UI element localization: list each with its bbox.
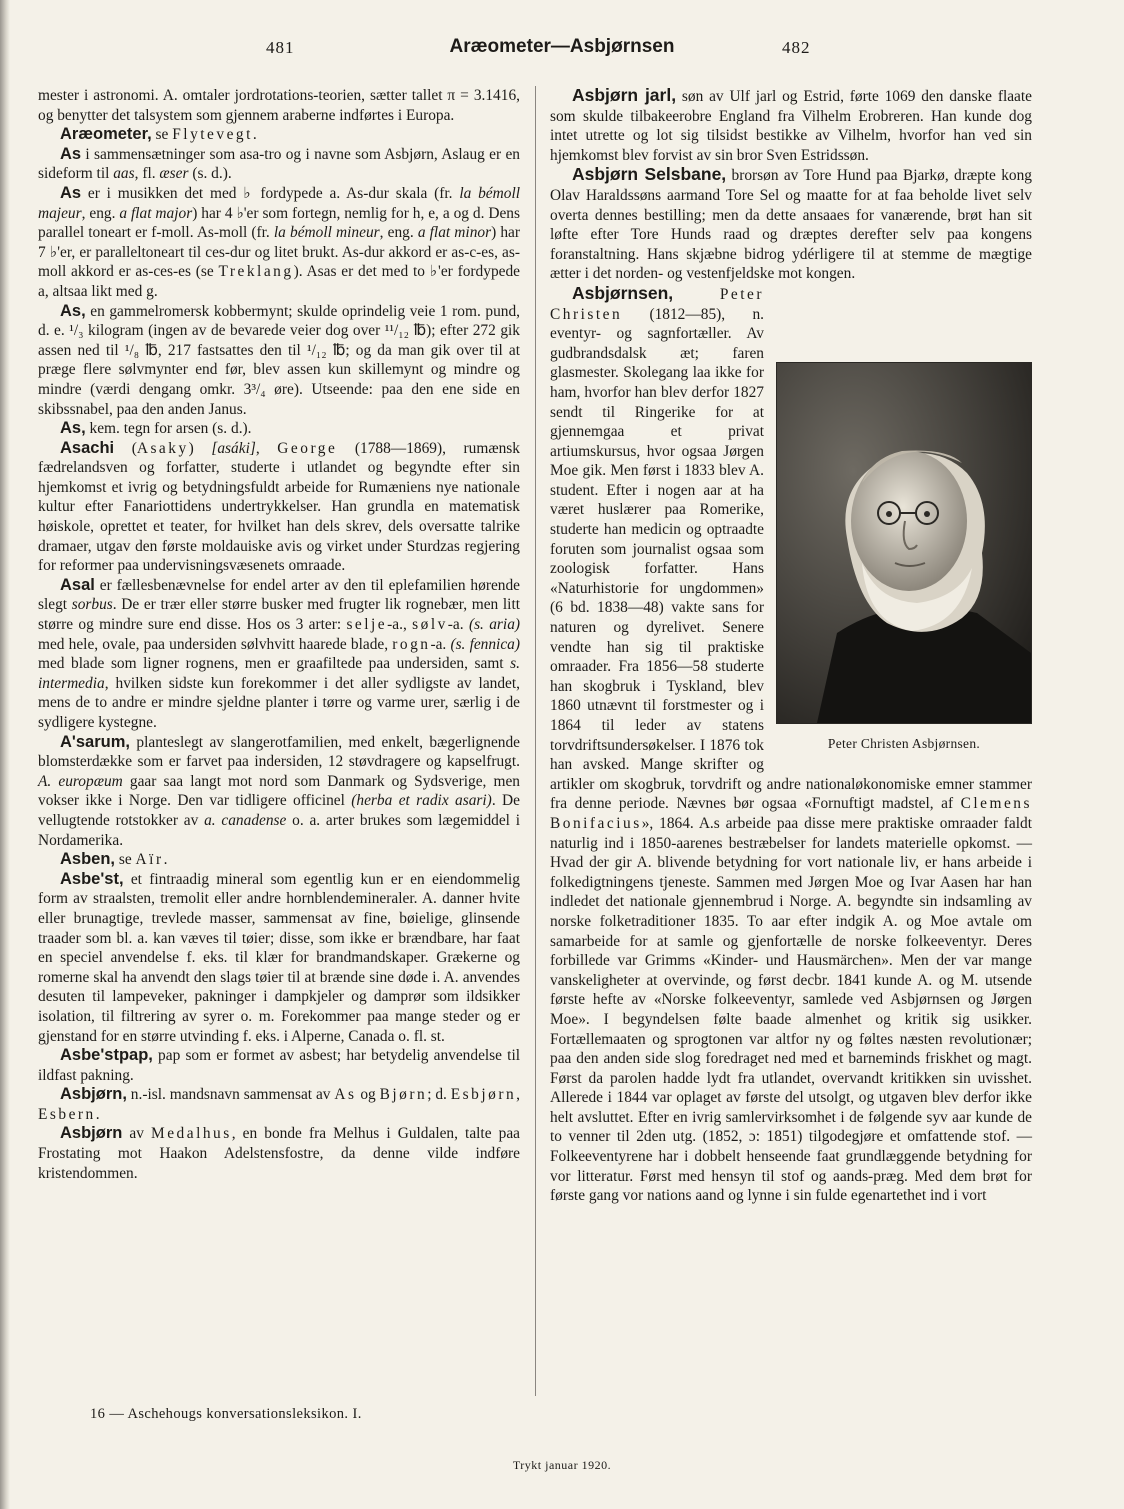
headword: Asbjørn, (60, 1085, 127, 1104)
headword: Asben, (60, 850, 116, 869)
entry-asal: Asal er fællesbenævnelse for endel arter av den til eplefamilien hørende slegt sorbus. De er trær eller større busker med frugter lik rognebær, men litt større og mindre sure end disse. Hos os 3 arter: selje-a., sølv-a. (s. aria) med hele, ovale, paa undersiden sølvhvitt haarede blade, rogn-a. (s. fennica) med blade som ligner rognens, men er graafiltede paa undersiden, samt s. intermedia, hvilken sidste kun forekommer i det aller sydligste av landet, mens de to andre er mindre sjeldne planter i tørre og varme urer, særlig i de sydligere kystegne. (38, 575, 521, 731)
right-column (550, 86, 1032, 1206)
portrait-caption: Peter Christen Asbjørnsen. (827, 735, 981, 751)
headword: As (60, 144, 82, 163)
portrait-photo (776, 362, 1032, 724)
entry-as-music: As er i musikken det med ♭ fordypede a. As-dur skala (fr. la bémoll majeur, eng. a flat major) har 4 ♭'er som fortegn, nemlig for h, e, a og d. Dens parallel toneart er f-moll. As-moll (fr. la bémoll mineur, eng. a flat minor) har 7 ♭'er, er paralleltoneart til ces-dur og litet brukt. As-dur akkord er as-c-es, as-moll akkord er as-ces-es (se Treklang). Asas er det med to ♭'er fordypede a, altsaa likt med g. (38, 183, 521, 300)
portrait-image (777, 363, 1031, 723)
headword: Asal (60, 575, 95, 594)
entry-asbjorn-jarl: Asbjørn jarl, søn av Ulf jarl og Estrid, førte 1069 den danske flaate som skulde tilbakeerobre England fra Vilhelm Erobreren. Han kunde dog intet utrette og lot sig tilsidst bestikke av Vilhelm, hvorfor han ved sin hjemkomst blev forvist av sin bror Sven Estridssøn. (550, 85, 1032, 164)
entry-asarum: A'sarum, planteslegt av slangerotfamilien, med enkelt, bægerlignende blomsterdække som er farvet paa indersiden, 12 støvdragere og kapselfrugt. A. europæum gaar saa langt mot nord som Danmark og Sydsverige, men vokser ikke i Norge. Den var tidligere officinel (herba et radix asari). De vellugtende rotstokker av a. canadense o. a. arter brukes som lægemiddel i Nordamerika. (38, 732, 520, 849)
page-number-right: 482 (782, 38, 811, 57)
headword: Aræometer, (60, 125, 152, 144)
headword: As, (60, 301, 86, 320)
entry-asachi: Asachi (Asaky) [asáki], George (1788—1869), rumænsk fædrelandsven og forfatter, studerte i utlandet og begyndte efter sin hjemkomst et ivrig og betydningsfuldt arbeide for Rumæniens nye nationale kultur efter Fanariottidens undertrykkelser. Han grundla en matematisk høiskole, oprettet et teater, for hvilket han dels skrev, dels oversatte talrike dramaer, utgav den første moldauiske avis og virket under Sturdzas regjering for reformer paa undervisningsvæsenets omraade. (38, 438, 520, 575)
entry-asbjornsen: Asbjørnsen, Peter Christen (1812—85), n. eventyr- og sagnfortæller. Av gudbrandsdalsk æt; faren glasmester. Skolegang laa ikke for ham, hvorfor han blev derfor 1827 sendt til Ringerike for at gjennemgaa et privat artiumskursus, hvor ogsaa Jørgen Moe gik. Men først i 1833 blev A. student. Efter i nogen aar at ha været huslærer paa Romerike, studerte han medicin og optraadte foruten som journalist ogsaa som zoologisk forfatter. Hans «Naturhistorie for ungdommen» (6 bd. 1838—48) vakte sans for naturen og dyrelivet. Senere vendte han sig til praktiske omraader. Fra 1856—58 studerte han skogbruk i Tyskland, blev 1860 utnævnt til forstmester og i 1864 til leder av statens torvdriftsundersøkelser. I 1876 tok han avsked. Mange skrifter og artikler om skogbruk, torvdrift og andre nationaløkonomiske emner stammer fra denne periode. Nævnes bør ogsaa «Fornuftigt madstel, af Clemens Bonifacius», 1864. A.s arbeide paa disse mere praktiske omraader faldt naturlig ind i 1850-aarenes bestræbelser for landets materielle opkomst. — Hvad der gir A. blivende betydning for vort nationale liv, er hans arbeide i folkedigtningens tjeneste. Sammen med Jørgen Moe og Ivar Aasen har han indledet det nationale gjennembrud i Norge. A. begyndte sin indsamling av norske folketraditioner 1835. To aar efter indgik A. og Moe avtale om samarbeide for at samle og gjenfortælle de norske folkeeventyr. Deres forbillede var Grimms «Kinder- und Hausmärchen». Men der var mange vanskeligheter at overvinde, og først decbr. 1841 kunde A. og M. utsende første hefte av «Norske folkeeventyr, samlede ved Asbjørnsen og Jørgen Moe». I begyndelsen følte baade almenhet og kritik sig usikker. Fortællemaaten og sprogtonen var altfor ny og føltes næsten revolutionær; paa den anden side slog foredraget ned med et barneminds friskhet og magt. Først da parolen hadde lydt fra utlandet, overvandt kritikken sin uvisshet. Allerede i 1844 var oplaget av første del utsolgt, og utgaven blev derfor ikke helt avsluttet. Efter en ivrig samlervirksomhet i de følgende syv aar kunde de to venner til 2den utg. (1852, ɔ: 1851) tilgodegjøre et omfattende stof. — Folkeeventyrene har i dobbelt henseende faat grundlæggende betydning for vor litteratur. Først med hensyn til stof og aands-præg. Med dem brøt for første gang vor nations aand og lynne i sin fulde egenartethet ind i vort (550, 282, 1032, 1205)
entry-asbjorn-medalhus: Asbjørn av Medalhus, en bonde fra Melhus i Guldalen, talte paa Frostating mot Haakon Adelstensfostre, da denne vilde indføre kristendommen. (38, 1124, 520, 1182)
entry-asbestpap: Asbe'stpap, pap som er formet av asbest; har betydelig anvendelse til ildfast pakning. (38, 1046, 520, 1084)
headword: Asachi (60, 438, 115, 457)
print-date: Trykt januar 1920. (512, 1458, 612, 1472)
running-title: Aræometer—Asbjørnsen (449, 36, 675, 57)
signature-line: 16 — Aschehougs konversationsleksikon. I. (90, 1406, 362, 1422)
page-binding-edge (0, 0, 10, 1509)
entry-asben: Asben, se Aïr. (60, 850, 168, 869)
headword: A'sarum, (60, 732, 130, 751)
headword: Asbjørn (60, 1124, 123, 1143)
column-divider (535, 86, 536, 1396)
entry-asbest: Asbe'st, et fintraadig mineral som egentlig kun er en eiendommelig form av straalsten, tremolit eller andre hornblendemineraler. A. danner hvite eller brunagtige, trevlede masser, sammensat av fine, bøielige, glinsende traader som bl. a. kan væves til tøier; disse, som ikke er brændbare, har faat en speciel anvendelse f. eks. til klær for brandmandskaper. Grækerne og romerne skal ha anvendt den slags tøier til at brænde sine døde i. A. anvendes desuten til lampeveker, pakninger i dampkjeler og damprør som ildsikker isolation, til filtrering av syrer o. m. Forekommer paa mange steder og er gjenstand for en større utvinding f. eks. i Alperne, Canada o. fl. st. (38, 869, 520, 1045)
entry-araeometer: Aræometer, se Flytevegt. (60, 125, 257, 144)
entry-continuation: mester i astronomi. A. omtaler jordrotations-teorien, sætter tallet π = 3.1416, og benytter det talsystem som gjennem araberne indførtes i Europa. (38, 87, 520, 124)
portrait-figure (776, 362, 1032, 754)
entry-asbjorn-name: Asbjørn, n.-isl. mandsnavn sammensat av As og Bjørn; d. Esbjørn, Esbern. (38, 1085, 521, 1123)
entry-as-chem: As, kem. tegn for arsen (s. d.). (60, 419, 252, 438)
page-number-left: 481 (266, 38, 295, 57)
entry-asbjorn-selsbane: Asbjørn Selsbane, brorsøn av Tore Hund paa Bjarkø, dræpte kong Olav Haraldssøns aarmand Tore Sel og maatte for at faa beholde livet selv overta dennes bestilling; men da dette ansaaes for vanærende, brøt han sit løfte efter Tore Hunds raad og dræptes derefter selv paa kongens foranstaltning. Hans skjæbne bidrog ydérligere til at stemme de mægtige ætter i det norden- og vestenfjeldske mot kongen. (550, 164, 1032, 283)
headword: Asbe'stpap, (60, 1046, 153, 1065)
headword: Asbjørn jarl, (572, 85, 677, 105)
left-column (38, 86, 520, 1183)
headword: Asbe'st, (60, 869, 124, 888)
page-header (0, 38, 1124, 68)
headword: As, (60, 419, 86, 438)
headword: Asbjørn Selsbane, (572, 164, 727, 185)
headword: Asbjørnsen, (572, 282, 674, 303)
entry-as-coin: As, en gammelromersk kobbermynt; skulde oprindelig veie 1 rom. pund, d. e. ¹/₃ kilogram (ingen av de bevarede veier dog over ¹¹/₁₂ ℔); efter 272 gik assen ned til ¹/₈ ℔, 217 fastsattes den til ¹/₁₂ ℔; og da man gik over til at præge flere sølvmynter end før, blev assen kun skillemynt og mindre og mindre (værdi dengang omkr. 3³/₄ øre). Utseende: paa den ene side en skibssnabel, paa den anden Janus. (38, 301, 520, 418)
entry-as-name: As i sammensætninger som asa-tro og i navne som Asbjørn, Aslaug er en sideform til aas, fl. æser (s. d.). (38, 144, 520, 183)
headword: As (60, 183, 82, 202)
